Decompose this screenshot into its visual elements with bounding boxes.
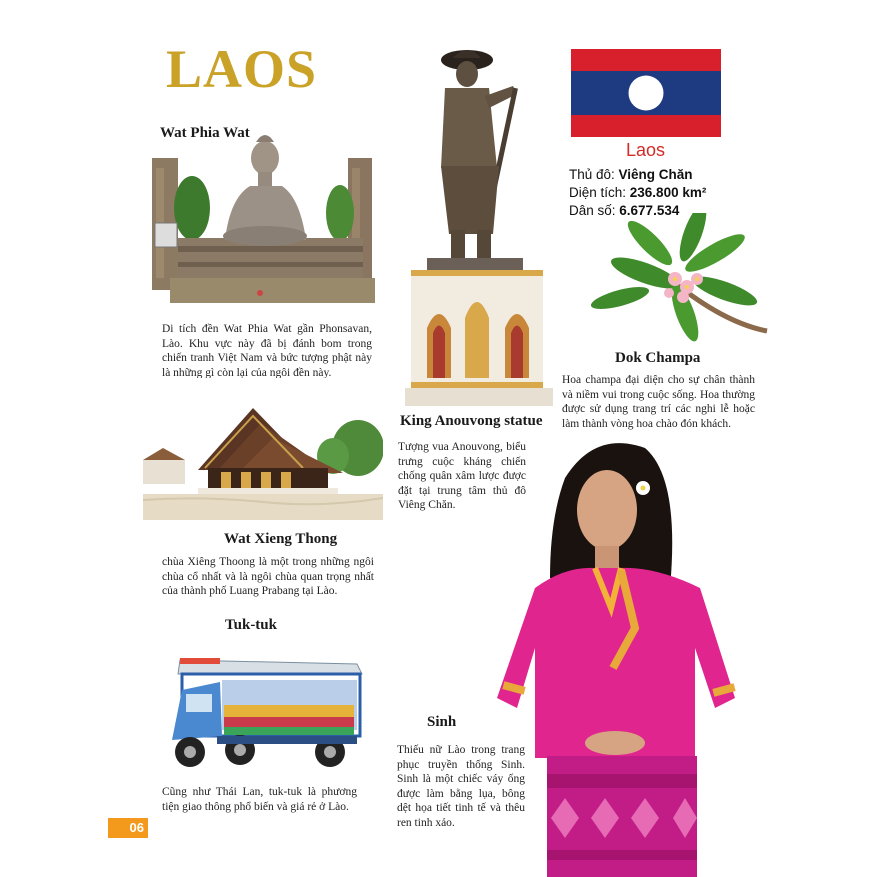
- wat-phia-wat-heading: Wat Phia Wat: [160, 125, 250, 141]
- area-row: [569, 184, 769, 202]
- area-label: Diện tích:: [569, 185, 630, 200]
- king-anouvong-heading: King Anouvong statue: [400, 413, 543, 429]
- capital-label: Thủ đô:: [569, 167, 619, 182]
- statue-illustration: [405, 38, 553, 406]
- population-value: 6.677.534: [619, 203, 680, 218]
- population-label: Dân số:: [569, 203, 620, 218]
- dok-champa-image: [575, 213, 770, 343]
- woman-image: [495, 438, 750, 877]
- wat-xieng-thong-text: chùa Xiêng Thoong là một trong những ngôi chùa cổ nhất và là ngôi chùa quan trọng nhất của thành phố Luang Prabang tại Lào.: [162, 556, 374, 597]
- champa-flower-illustration: [575, 213, 770, 343]
- buddha-ruin-illustration: [150, 128, 375, 303]
- king-anouvong-image: [405, 38, 553, 406]
- sinh-heading: Sinh: [427, 714, 457, 730]
- tuk-tuk-illustration: [162, 650, 370, 776]
- tuk-tuk-heading: Tuk-tuk: [225, 617, 277, 633]
- temple-illustration: [143, 378, 383, 520]
- king-anouvong-text: Tượng vua Anouvong, biểu trưng cuộc kháng chiến chống quân xâm lược được đặt tại trung tâm thủ đô Viêng Chăn.: [398, 441, 526, 511]
- dok-champa-text: Hoa champa đại diện cho sự chân thành và niềm vui trong cuộc sống. Hoa thường được sử dụng trang trí các nghi lễ hoặc làm thành vòng hoa chào đón khách.: [562, 374, 755, 430]
- tuk-tuk-image: [162, 650, 370, 776]
- capital-row: [569, 166, 769, 184]
- country-facts: [569, 166, 769, 220]
- laos-flag: [571, 49, 721, 137]
- dok-champa-heading: Dok Champa: [615, 350, 701, 366]
- woman-sinh-illustration: [495, 438, 750, 877]
- page-number: 06: [108, 818, 148, 838]
- wat-phia-wat-text: Di tích đền Wat Phia Wat gần Phonsavan, Lào. Khu vực này đã bị đánh bom trong chiến tranh Việt Nam và bức tượng phật này là những gì còn lại của ngôi đền này.: [162, 323, 372, 379]
- wat-phia-wat-image: [150, 128, 375, 303]
- area-value: 236.800 km²: [629, 185, 707, 200]
- tuk-tuk-text: Cũng như Thái Lan, tuk-tuk là phương tiện giao thông phổ biến và giá rẻ ở Lào.: [162, 786, 357, 813]
- capital-value: Viêng Chăn: [618, 167, 693, 182]
- page-title: LAOS: [166, 39, 318, 99]
- wat-xieng-thong-heading: Wat Xieng Thong: [224, 531, 338, 547]
- country-name: Laos: [626, 140, 666, 160]
- sinh-text: Thiếu nữ Lào trong trang phục truyền thống Sinh. Sinh là một chiếc váy ống được làm bằng lụa, bông dệt họa tiết tinh tế và thêu ren tinh xảo.: [397, 744, 525, 829]
- wat-xieng-thong-image: [143, 378, 383, 520]
